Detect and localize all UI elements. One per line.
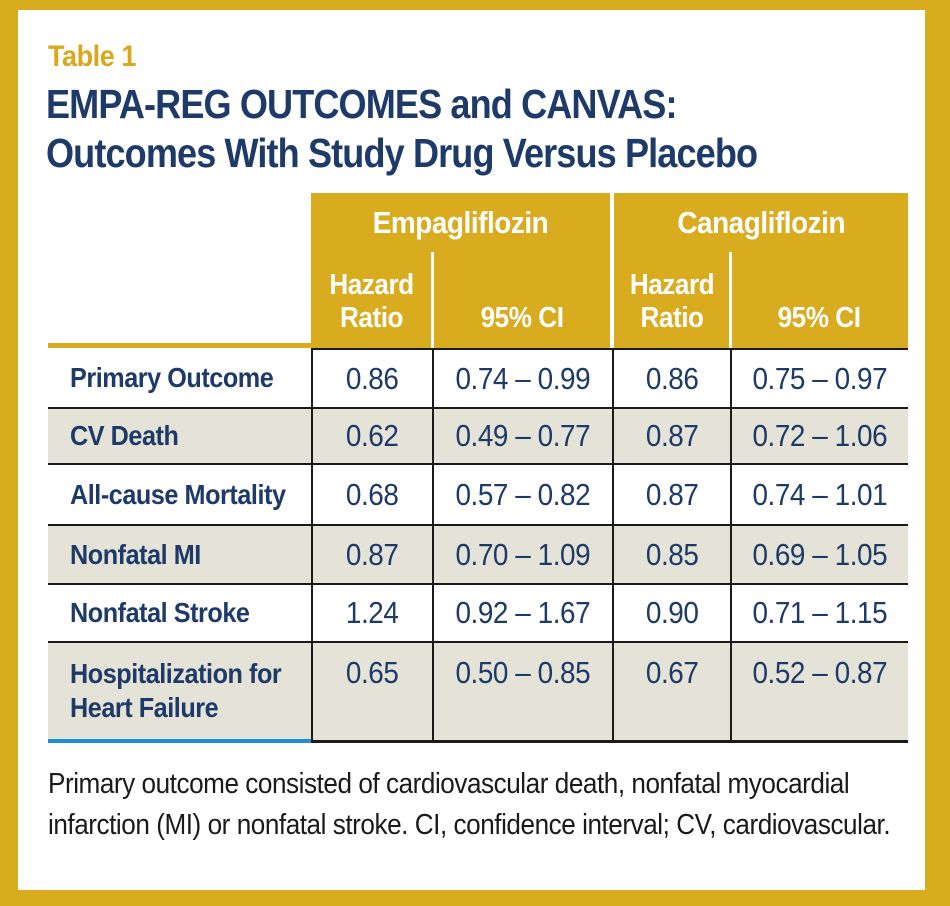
outcomes-table bbox=[48, 193, 908, 743]
cell-cana-ci: 0.71 – 1.15 bbox=[730, 585, 908, 641]
cell-cana-ci: 0.69 – 1.05 bbox=[730, 526, 908, 583]
footnote-line-1: Primary outcome consisted of cardiovascular death, nonfatal myocardial bbox=[48, 768, 850, 800]
cell-empa-hr: 0.87 bbox=[311, 526, 432, 583]
table-row bbox=[48, 407, 908, 463]
title-line-1: EMPA-REG OUTCOMES and CANVAS: bbox=[46, 81, 677, 127]
header-ci-cana: 95% CI bbox=[777, 302, 861, 334]
row-label: Primary Outcome bbox=[70, 361, 274, 393]
row-label: Hospitalization for Heart Failure bbox=[48, 643, 311, 743]
table-body bbox=[48, 348, 908, 743]
cell-cana-ci: 0.52 – 0.87 bbox=[730, 643, 908, 743]
header-hazard-ratio-cana: Hazard Ratio bbox=[629, 269, 715, 334]
cell-empa-ci: 0.74 – 0.99 bbox=[432, 348, 612, 407]
table-row bbox=[48, 641, 908, 743]
table-row bbox=[48, 583, 908, 641]
cell-cana-hr: 0.90 bbox=[612, 585, 730, 641]
cell-empa-ci: 0.70 – 1.09 bbox=[432, 526, 612, 583]
row-label: Nonfatal MI bbox=[70, 538, 201, 570]
row-label: CV Death bbox=[70, 420, 179, 451]
table-header bbox=[48, 193, 908, 348]
table-kicker bbox=[48, 40, 146, 74]
row-label: Nonfatal Stroke bbox=[70, 597, 250, 628]
cell-empa-hr: 0.65 bbox=[311, 643, 432, 743]
table-row bbox=[48, 348, 908, 407]
table-row bbox=[48, 524, 908, 583]
cell-empa-ci: 0.92 – 1.67 bbox=[432, 585, 612, 641]
cell-empa-ci: 0.50 – 0.85 bbox=[432, 643, 612, 743]
cell-empa-hr: 1.24 bbox=[311, 585, 432, 641]
cell-cana-hr: 0.87 bbox=[612, 465, 730, 524]
footnote-line-2: infarction (MI) or nonfatal stroke. CI, confidence interval; CV, cardiovascular. bbox=[48, 809, 891, 841]
table-footnote bbox=[48, 764, 950, 846]
cell-empa-hr: 0.62 bbox=[311, 409, 432, 463]
header-ci-empa: 95% CI bbox=[480, 302, 564, 334]
cell-cana-ci: 0.75 – 0.97 bbox=[730, 348, 908, 407]
header-hazard-ratio-empa: Hazard Ratio bbox=[329, 269, 414, 334]
cell-cana-ci: 0.74 – 1.01 bbox=[730, 465, 908, 524]
cell-cana-hr: 0.85 bbox=[612, 526, 730, 583]
cell-empa-ci: 0.57 – 0.82 bbox=[432, 465, 612, 524]
table-kicker-text: Table 1 bbox=[48, 40, 136, 73]
group-label: Canagliflozin bbox=[677, 204, 845, 240]
cell-cana-hr: 0.87 bbox=[612, 409, 730, 463]
cell-empa-hr: 0.86 bbox=[311, 348, 432, 407]
group-label: Empagliflozin bbox=[372, 204, 549, 240]
title-line-2: Outcomes With Study Drug Versus Placebo bbox=[46, 130, 758, 176]
cell-empa-ci: 0.49 – 0.77 bbox=[432, 409, 612, 463]
header-divider bbox=[729, 252, 732, 348]
table-title bbox=[46, 80, 854, 178]
cell-empa-hr: 0.68 bbox=[311, 465, 432, 524]
table-row bbox=[48, 463, 908, 524]
header-divider bbox=[431, 252, 434, 348]
cell-cana-hr: 0.67 bbox=[612, 643, 730, 743]
row-label: All-cause Mortality bbox=[70, 478, 286, 510]
cell-cana-ci: 0.72 – 1.06 bbox=[730, 409, 908, 463]
cell-cana-hr: 0.86 bbox=[612, 348, 730, 407]
